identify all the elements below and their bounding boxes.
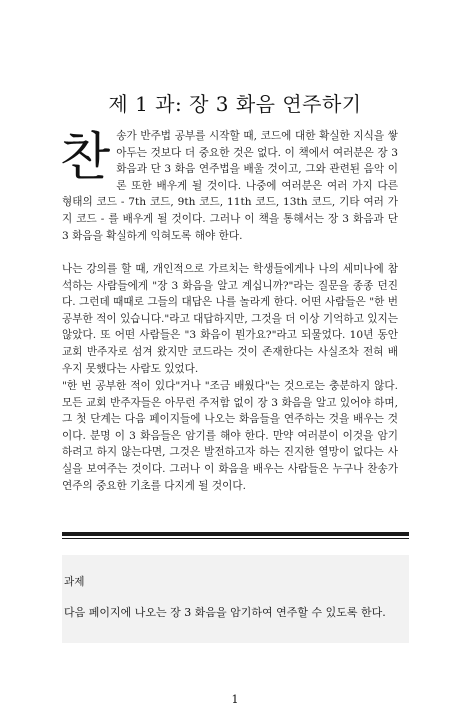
task-text: 다음 페이지에 나오는 장 3 화음을 암기하여 연주할 수 있도록 한다. — [64, 606, 386, 619]
divider-thin — [62, 538, 409, 539]
body-paragraph-3 — [62, 378, 398, 494]
drop-cap: 찬 — [60, 128, 111, 188]
divider-thick — [62, 532, 409, 536]
intro-text: 송가 반주법 공부를 시작할 때, 코드에 대한 확실한 지식을 쌓아두는 것보다 더 중요한 것은 없다. 이 책에서 여러분은 장 3 화음과 단 3 화음 연주법을 배울 것이고, 그와 관련된 음악 이론 또한 배우게 될 것이다. 나중에 여러분은 여러 가지 다른 형태의 코드 - 7th 코드, 9th 코드, 11th 코드, 13th 코드, 기타 여러 가지 코드 - 를 배우게 될 것이다. 그러나 이 책을 통해서는 장 3 화음과 단 3 화음을 확실하게 익혀도록 해야 한다. — [62, 130, 398, 242]
body-paragraph-2-text: 나는 강의를 할 때, 개인적으로 가르치는 학생들에게나 나의 세미나에 참석하는 사람들에게 "장 3 화음을 알고 계십니까?"라는 질문을 종종 던진다. 그런데 때때로 그들의 대답은 나를 놀라게 한다. 어떤 사람들은 "한 번 공부한 적이 있습니다."라고 대답하지만, 그것을 더 이상 기억하고 있지는 않았다. 또 어떤 사람들은 "3 화음이 뭔가요?"라고 되물었다. 10년 동안 교회 반주자로 섬겨 왔지만 코드라는 것이 존재한다는 사실조차 전혀 배우지 못했다는 사람도 있었다. — [62, 263, 398, 375]
lesson-title: 제 1 과: 장 3 화음 연주하기 — [108, 92, 362, 116]
body-paragraph-3-text: "한 번 공부한 적이 있다"거나 "조금 배웠다"는 것으로는 충분하지 않다. 모든 교회 반주자들은 아무런 주저함 없이 장 3 화음을 알고 있어야 하며, 그 첫 단계는 다음 페이지들에 나오는 화음들을 연주하는 것을 배우는 것이다. 분명 이 3 화음들은 암기를 해야 한다. 만약 여러분이 이것을 암기하려고 하지 않는다면, 그것은 발전하고자 하는 진지한 열망이 없다는 사실을 보여주는 것이다. 그러나 이 화음을 배우는 사람들은 누구나 찬송가 연주의 중요한 기초를 다지게 될 것이다. — [62, 380, 398, 492]
page-number: 1 — [231, 693, 239, 706]
intro-paragraph — [62, 128, 398, 244]
body-paragraph-2 — [62, 261, 398, 377]
task-box — [62, 555, 409, 643]
task-heading: 과제 — [64, 576, 85, 588]
